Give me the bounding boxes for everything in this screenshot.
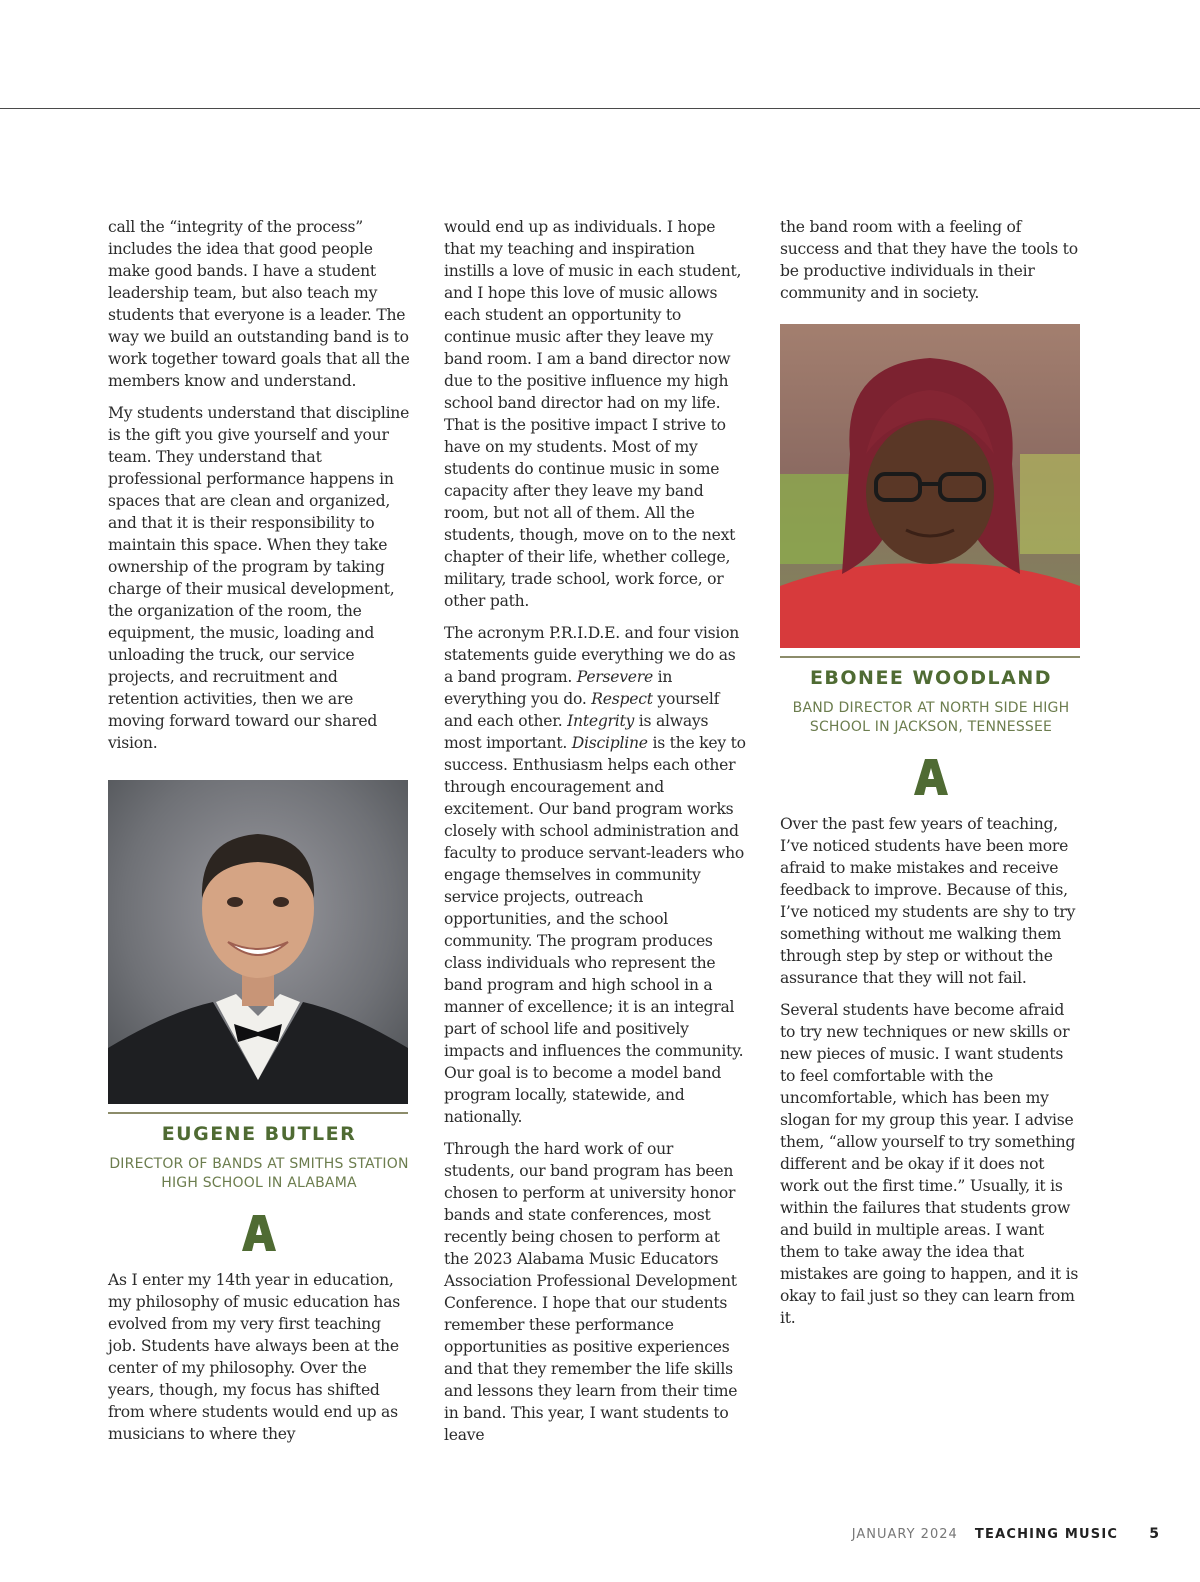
answer-a-icon [914,759,948,795]
issue-date: JANUARY 2024 [851,1527,958,1542]
answer-a-icon [242,1215,276,1251]
profile-role: DIRECTOR OF BANDS AT SMITHS STATION HIGH SCHOOL IN ALABAMA [109,1156,409,1191]
caption-divider [108,1112,408,1114]
column-3 [780,216,1082,1339]
answer-paragraph: As I enter my 14th year in education, my philosophy of music education has evolved from my very first teaching job. Students have always been at the center of my philosophy. Over the years, though, my focus has shifted from where students would end up as musicians to where they [108,1271,401,1443]
pride-word-integrity: Integrity [567,712,635,730]
column-1 [108,216,410,1455]
body-paragraph: My students understand that discipline is the gift you give yourself and your team. They understand that professional performance happens in spaces that are clean and organized, and that it is their responsibility to maintain this space. When they take ownership of the program by taking charge of their musical development, the organization of the room, the equipment, the music, loading and unloading the truck, our service projects, and recruitment and retention activities, then we are moving forward toward our shared vision. [108,404,410,752]
top-divider [0,108,1200,109]
body-paragraph: the band room with a feeling of success and that they have the tools to be productive individuals in their community and in society. [780,218,1078,302]
page-footer [852,1526,1160,1542]
page-number: 5 [1149,1526,1160,1542]
profile-name: EUGENE BUTLER [161,1123,357,1145]
answer-paragraph: Several students have become afraid to try new techniques or new skills or new pieces of music. I want students to feel comfortable with the uncomfortable, which has been my slogan for my group this year. I advise them, “allow yourself to try something different and be okay if it does not work out the first time.” Usually, it is within the failures that students grow and build in multiple areas. I want them to take away the idea that mistakes are going to happen, and it is okay to fail just so they can learn from it. [780,1001,1079,1327]
answer-paragraph: Over the past few years of teaching, I’ve noticed students have been more afraid to make mistakes and receive feedback to improve. Because of this, I’ve noticed my students are shy to try something without me walking them through step by step or without the assurance that they will not fail. [780,815,1076,987]
column-2 [444,216,746,1456]
ebonee-woodland-photo [780,324,1080,648]
pride-text: in everything you do. [444,668,673,708]
pride-text: yourself and each other. [444,690,720,730]
body-paragraph: Through the hard work of our students, our band program has been chosen to perform at university honor bands and state conferences, most recently being chosen to perform at the 2023 Alabama Music Educators Association Professional Development Conference. I hope that our students remember these performance opportunities as positive experiences and that they remember the life skills and lessons they learn from their time in band. This year, I want students to leave [444,1140,738,1444]
body-paragraph: would end up as individuals. I hope that my teaching and inspiration instills a love of music in each student, and I hope this love of music allows each student an opportunity to continue music after they leave my band room. I am a band director now due to the positive influence my high school band director had on my life. That is the positive impact I strive to have on my students. Most of my students do continue music in some capacity after they leave my band room, but not all of them. All the students, though, move on to the next chapter of their life, whether college, military, trade school, work force, or other path. [444,218,742,610]
profile-role: BAND DIRECTOR AT NORTH SIDE HIGH SCHOOL IN JACKSON, TENNESSEE [792,700,1070,735]
magazine-title: TEACHING MUSIC [974,1527,1119,1542]
profile-name: EBONEE WOODLAND [809,667,1053,689]
pride-text: is always most important. [444,712,709,752]
eugene-butler-photo [108,780,408,1104]
pride-word-respect: Respect [591,690,653,708]
pride-intro: The acronym P.R.I.D.E. and four vision statements guide everything we do as a band program. [444,624,740,686]
body-paragraph-pride [444,622,746,1128]
pride-word-persevere: Persevere [576,668,653,686]
pride-text: is the key to success. Enthusiasm helps each other through encouragement and excitement. Our band program works closely with school administration and faculty to produce servant-leaders who engage themselves in community service projects, outreach opportunities, and the school community. The program produces class individuals who represent the band program and high school in a manner of excellence; it is an integral part of school life and positively impacts and influences the community. Our goal is to become a model band program locally, statewide, and nationally. [444,734,746,1126]
caption-divider [780,656,1080,658]
body-paragraph: call the “integrity of the process” includes the idea that good people make good bands. I have a student leadership team, but also teach my students that everyone is a leader. The way we build an outstanding band is to work together toward goals that all the members know and understand. [108,218,410,390]
pride-word-discipline: Discipline [571,734,648,752]
